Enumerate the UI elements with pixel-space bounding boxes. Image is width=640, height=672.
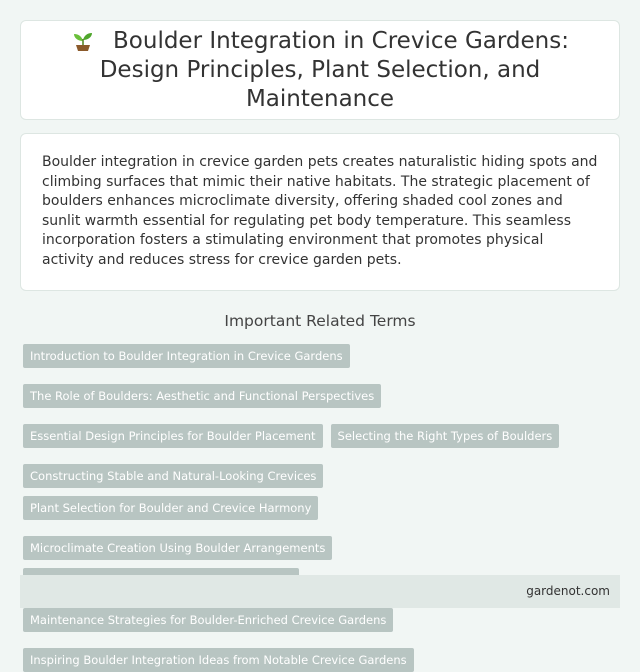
title-card xyxy=(20,20,620,120)
related-terms-list xyxy=(23,344,603,672)
term-tag[interactable]: Introduction to Boulder Integration in Crevice Gardens xyxy=(23,344,350,368)
term-tag[interactable]: Selecting the Right Types of Boulders xyxy=(331,424,560,448)
term-tag[interactable]: Maintenance Strategies for Boulder-Enriched Crevice Gardens xyxy=(23,608,393,632)
term-tag[interactable]: The Role of Boulders: Aesthetic and Functional Perspectives xyxy=(23,384,381,408)
term-tag[interactable]: Constructing Stable and Natural-Looking Crevices xyxy=(23,464,323,488)
term-tag[interactable]: Inspiring Boulder Integration Ideas from Notable Crevice Gardens xyxy=(23,648,414,672)
page-title xyxy=(39,27,601,114)
term-tag[interactable]: Essential Design Principles for Boulder Placement xyxy=(23,424,323,448)
sprout-icon xyxy=(71,28,95,52)
page-title-text: Boulder Integration in Crevice Gardens: Design Principles, Plant Selection, and Maintenance xyxy=(99,27,569,112)
footer-site-link[interactable]: gardenot.com xyxy=(526,584,610,598)
intro-paragraph: Boulder integration in crevice garden pets creates naturalistic hiding spots and climbing surfaces that mimic their native habitats. The strategic placement of boulders enhances microclimate diversity, offering shaded cool zones and sunlit warmth essential for regulating pet body temperature. This seamless incorporation fosters a stimulating environment that promotes physical activity and reduces stress for crevice garden pets. xyxy=(42,154,598,268)
footer xyxy=(20,575,620,608)
term-tag[interactable]: Microclimate Creation Using Boulder Arrangements xyxy=(23,536,332,560)
intro-card xyxy=(20,133,620,291)
related-terms-heading: Important Related Terms xyxy=(224,312,416,330)
term-tag[interactable]: Plant Selection for Boulder and Crevice Harmony xyxy=(23,496,318,520)
